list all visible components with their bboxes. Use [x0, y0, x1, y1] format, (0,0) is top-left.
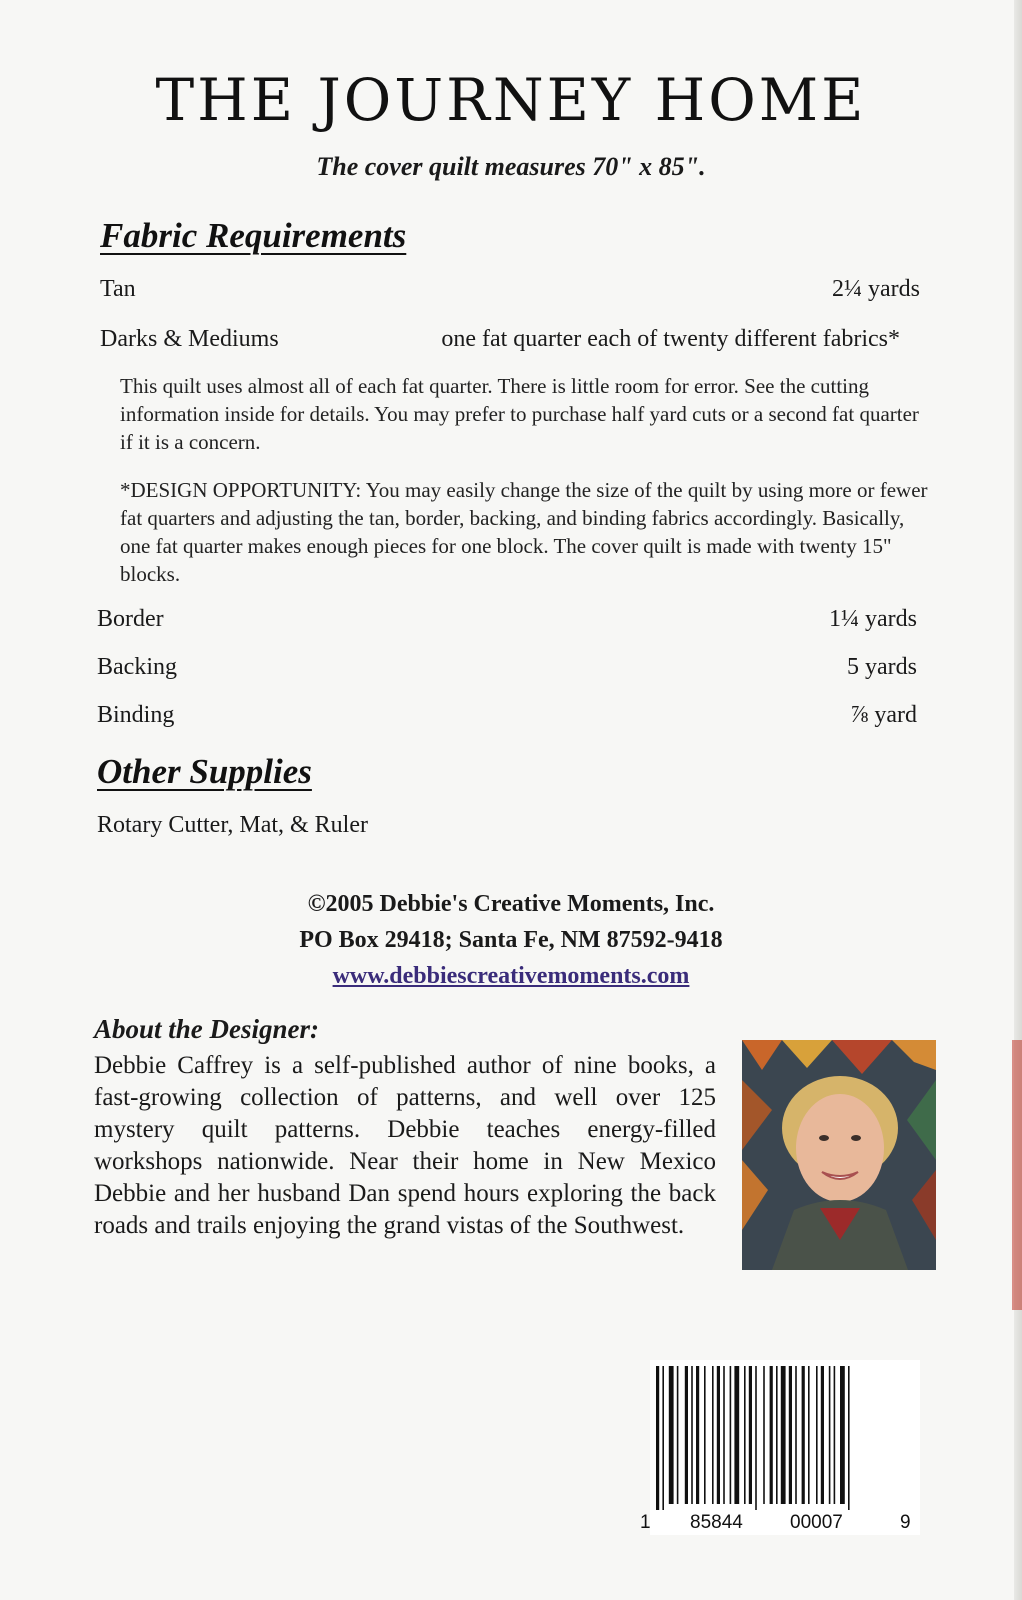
design-opportunity-note	[120, 476, 935, 588]
portrait-illustration	[742, 1040, 936, 1270]
barcode-bar	[795, 1366, 797, 1504]
quilt-size-note: The cover quilt measures 70" x 85".	[316, 152, 706, 181]
barcode-bar	[781, 1366, 786, 1504]
fabric-label: Border	[97, 606, 164, 632]
barcode-bar	[834, 1366, 836, 1504]
fabric-row-binding	[97, 702, 917, 729]
barcode-bar	[712, 1366, 714, 1504]
barcode-bar	[744, 1366, 746, 1504]
barcode-digit-group: 00007	[790, 1512, 843, 1533]
barcode-digit-group: 85844	[690, 1512, 743, 1533]
fabric-row-border	[97, 606, 917, 633]
fabric-label: Binding	[97, 702, 175, 728]
barcode-bar	[802, 1366, 805, 1504]
barcode-bar	[734, 1366, 739, 1504]
barcode-bar	[829, 1366, 831, 1504]
designer-photo	[742, 1040, 936, 1270]
fabric-row-darks	[100, 326, 900, 353]
fabric-row-tan	[100, 276, 920, 303]
barcode-bar	[821, 1366, 824, 1504]
barcode-bar	[685, 1366, 688, 1504]
barcode-digits	[640, 1512, 920, 1536]
barcode-bar	[840, 1366, 845, 1504]
barcode-bar	[656, 1366, 659, 1510]
about-designer-heading: About the Designer:	[94, 1014, 320, 1044]
publisher-info	[0, 886, 1022, 994]
fabric-amount: 5 yards	[847, 654, 917, 680]
barcode-digit-lead: 1	[640, 1512, 651, 1533]
other-supplies-heading: Other Supplies	[97, 752, 312, 791]
barcode-bar	[730, 1366, 732, 1504]
barcode-bar	[691, 1366, 693, 1504]
barcode-bar	[723, 1366, 725, 1504]
note-text: *DESIGN OPPORTUNITY: You may easily change the size of the quilt by using more or fewer fat quarters and adjusting the tan, border, backing, and binding fabrics accordingly. Basically, one fat quarter makes enough pieces for one block. The cover quilt is made with twenty 15" blocks.	[120, 478, 928, 586]
barcode-bar	[677, 1366, 679, 1504]
barcode-bar	[717, 1366, 720, 1504]
barcode-bar	[696, 1366, 699, 1504]
barcode-bar	[776, 1366, 778, 1504]
barcode-bar	[816, 1366, 818, 1504]
barcode-bar	[704, 1366, 706, 1504]
about-designer-text: Debbie Caffrey is a self-published author of nine books, a fast-growing collection of patterns, and well over 125 mystery quilt patterns. Debbie teaches energy-filled workshops nationwide. Near their home in New Mexico Debbie and her husband Dan spend hours exploring the back roads and trails enjoying the grand vistas of the Southwest.	[94, 1052, 716, 1239]
fabric-amount: 2¼ yards	[832, 276, 920, 302]
copyright-line: ©2005 Debbie's Creative Moments, Inc.	[307, 891, 715, 917]
barcode-bar	[662, 1366, 664, 1510]
barcode-bar	[763, 1366, 765, 1504]
note-text: This quilt uses almost all of each fat quarter. There is little room for error. See the cutting information inside for details. You may prefer to purchase half yard cuts or a second fat quarter if it is a concern.	[120, 374, 919, 454]
fabric-amount: 1¼ yards	[829, 606, 917, 632]
barcode-bar	[755, 1366, 757, 1510]
barcode-bars	[650, 1360, 920, 1510]
barcode-bar	[848, 1366, 850, 1510]
fat-quarter-note	[120, 372, 935, 456]
barcode	[650, 1360, 920, 1535]
barcode-bar	[770, 1366, 773, 1504]
fabric-amount: ⅞ yard	[850, 702, 917, 728]
barcode-digit-check: 9	[900, 1512, 911, 1533]
fabric-row-backing	[97, 654, 917, 681]
fabric-label: Tan	[100, 276, 136, 302]
edge-color-tab	[1012, 1040, 1022, 1310]
barcode-bar	[749, 1366, 752, 1504]
website-link[interactable]: www.debbiescreativemoments.com	[332, 963, 690, 989]
supplies-text: Rotary Cutter, Mat, & Ruler	[97, 812, 368, 838]
supplies-list	[97, 812, 917, 839]
address-line: PO Box 29418; Santa Fe, NM 87592-9418	[299, 927, 723, 953]
fabric-label: Backing	[97, 654, 177, 680]
page-edge	[1014, 0, 1022, 1600]
fabric-label: Darks & Mediums	[100, 326, 279, 352]
fabric-amount: one fat quarter each of twenty different fabrics*	[441, 326, 900, 352]
barcode-bar	[808, 1366, 810, 1504]
barcode-bar	[669, 1366, 674, 1504]
barcode-bar	[789, 1366, 792, 1504]
fabric-requirements-heading: Fabric Requirements	[100, 216, 407, 255]
pattern-title: THE JOURNEY HOME	[155, 66, 867, 134]
